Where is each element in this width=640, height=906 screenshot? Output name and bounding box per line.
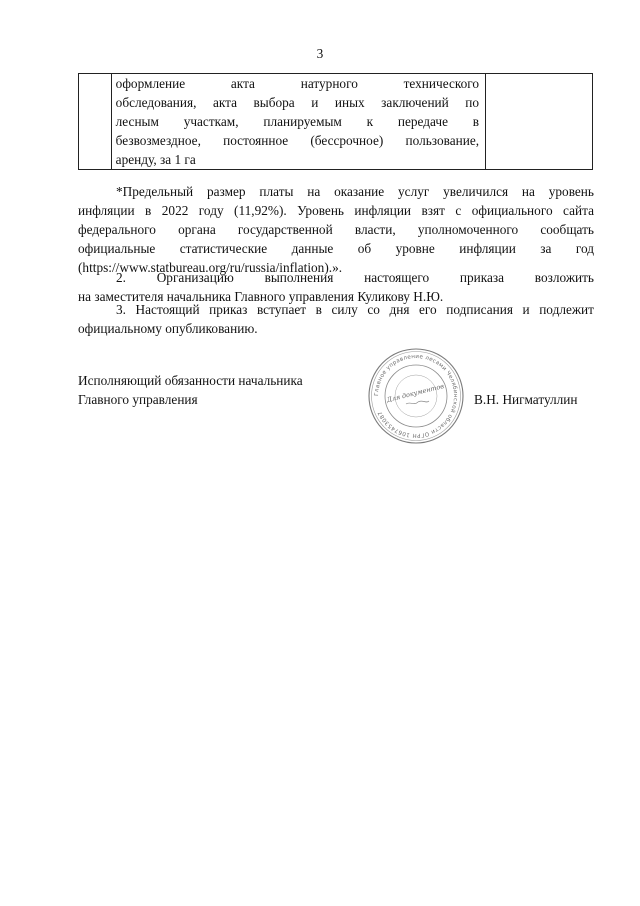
paragraph-line: официальные статистические данные об уровне инфляции за год [78,241,594,256]
paragraph-line: федерального органа государственной власти, уполномоченного сообщать [78,222,594,237]
signer-position-line: Исполняющий обязанности начальника [78,373,303,388]
paragraph-line: инфляции в 2022 году (11,92%). Уровень инфляции взят с официального сайта [78,203,594,218]
paragraph-line: (https://www.statbureau.org/ru/russia/inflation).». [78,260,343,275]
fee-table [78,73,593,170]
signer-name: В.Н. Нигматуллин [474,392,578,407]
signer-position-line: Главного управления [78,392,198,407]
signer-position [78,371,303,409]
table-cell-line: безвозмездное, постоянное (бессрочное) пользование, [115,133,480,148]
paragraph-line: на заместителя начальника Главного управления Куликову Н.Ю. [78,289,444,304]
paragraph-line: *Предельный размер платы на оказание услуг увеличился на уровень [116,184,594,199]
page-number: 3 [316,46,324,61]
table-cell-line: лесным участкам, планируемым к передаче в [115,114,480,129]
table-cell-line: оформление акта натурного технического [115,76,480,91]
official-seal-stamp [366,346,466,446]
table-cell-fee [486,74,593,170]
table-cell-line: обследования, акта выбора и иных заключений по [115,95,480,110]
table-cell-number [79,74,112,170]
seal-ring-text: Главное управление лесами Челябинской области ОГРН 1067453087 [373,353,459,439]
paragraph-line: 3. Настоящий приказ вступает в силу со дня его подписания и подлежит [116,302,594,317]
item-3-paragraph [78,300,594,338]
paragraph-line: официальному опубликованию. [78,321,258,336]
table-row [79,74,593,170]
paragraph-line: 2. Организацию выполнения настоящего приказа возложить [116,270,594,285]
footnote-paragraph [78,182,594,277]
table-cell-service [111,74,485,170]
table-cell-line: аренду, за 1 га [115,152,196,167]
seal-center-text: Для документов [385,382,445,405]
